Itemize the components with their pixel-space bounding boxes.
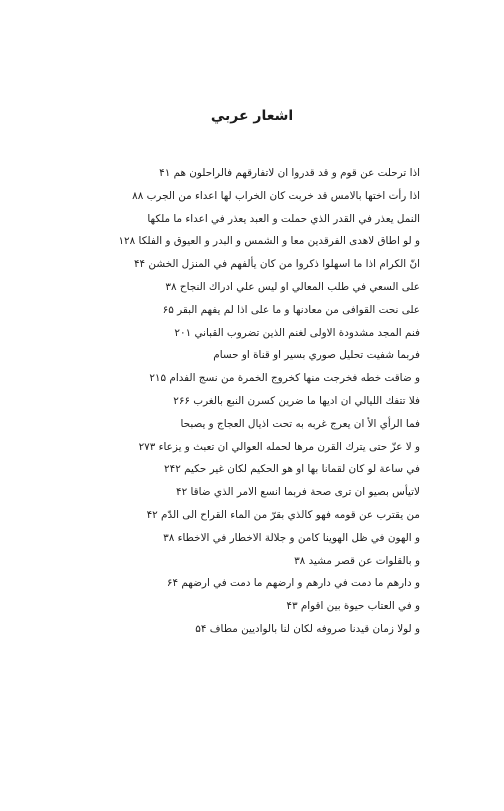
verse-line: في ساعة لو كان لقمانا بها او هو الحكيم لكان غير حكيم ۲۴۲ bbox=[164, 463, 420, 476]
verse-line: على السعي في طلب المعالي او ليس علي ادراك النجاح ۳۸ bbox=[165, 280, 420, 293]
verse-list bbox=[80, 162, 420, 641]
verse-line: و لو اطاق لاهدى الفرقدين معا و الشمس و البدر و العيوق و الفلكا ۱۲۸ bbox=[118, 235, 420, 248]
verse-line: و دارهم ما دمت في دارهم و ارضهم ما دمت في ارضهم ۶۴ bbox=[166, 577, 420, 590]
verse-line: لاتيأس بصيو ان ترى صحة فربما انسع الامر الذي ضاقا ۴۲ bbox=[175, 486, 420, 499]
verse-line: فما الرأي الأ ان يعرج غربه به تحت اذيال العجاج و يصبحا bbox=[180, 417, 420, 430]
verse-line: و لا عزّ حتى يترك القرن مرها لحمله العوالي ان تعبث و يزعاء ۲۷۳ bbox=[138, 440, 420, 453]
verse-line: و ضاقت خطه فخرجت منها كخروج الخمرة من نسج الفدام ۲۱۵ bbox=[149, 372, 420, 385]
verse-line: و بالقلوات عن قصر مشيد ۳۸ bbox=[294, 554, 420, 567]
verse-line: انّ الكرام اذا ما اسهلوا ذكروا من كان يألفهم في المنزل الخشن ۴۴ bbox=[133, 258, 420, 271]
verse-line: النمل يعذر في القدر الذي حملت و العبد يعذر في اعداء ما ملكها bbox=[147, 212, 420, 225]
verse-line: و لولا زمان قيدنا صروفه لكان لنا بالواديين مطاف ۵۴ bbox=[195, 622, 420, 635]
section-heading: اشعار عربي bbox=[210, 108, 294, 124]
verse-line: و الهون في ظل الهوينا كامن و جلالة الاخطار في الاخطاء ۳۸ bbox=[163, 531, 420, 544]
verse-line: اذا ترحلت عن قوم و قد قدروا ان لاتفارقهم فالراحلون هم ۴۱ bbox=[159, 167, 420, 179]
verse-line: فنم المجد مشدودة الاولى لغنم الذين تضروب القباني ۲۰۱ bbox=[174, 326, 420, 339]
verse-line: علی نحت القوافی من معادنها و ما علی اذا لم یفهم البقر ۶۵ bbox=[162, 303, 420, 316]
verse-line: من يقترب عن قومه فهو كالذي بقرّ من الماء القراح الى الدّم ۴۲ bbox=[146, 508, 420, 521]
verse-line: و في العتاب حيوة بين اقوام ۴۳ bbox=[286, 600, 420, 613]
verse-line: فلا تتفك الليالي ان اديها ما ضرين كسرن النبع بالغرب ۲۶۶ bbox=[173, 394, 420, 407]
verse-line: فربما شفيت تحليل صوري بسير او قناة او حسام bbox=[213, 349, 420, 362]
verse-line: اذا رأت اختها بالامس قد خربت كان الخراب لها اعداء من الجرب ۸۸ bbox=[132, 189, 420, 202]
